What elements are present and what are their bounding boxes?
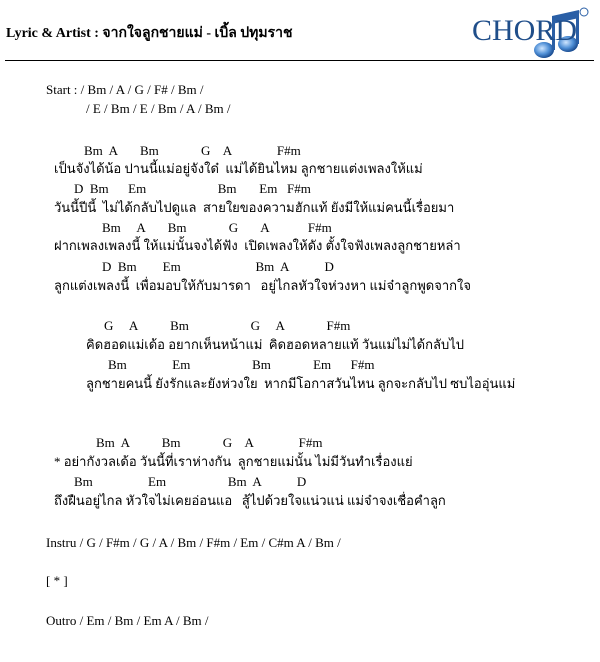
header-divider: [5, 60, 594, 61]
song-name: จากใจลูกชายแม่ - เบิ้ล ปทุมราช: [102, 26, 293, 41]
lyric-line: ถึงฝืนอยู่ไกล หัวใจไม่เคยอ่อนแอ สู้ไปด้วยใจแน่วแน่ แม่จ๋าจงเชื่อคำลูก: [54, 493, 446, 508]
lyric-line: คิดฮอดแม่เด้อ อยากเห็นหน้าแม่ คิดฮอดหลายแท้ วันแม่ไม่ได้กลับไป: [86, 337, 464, 352]
lyric-line: ลูกชายคนนี้ ยังรักและยังห่วงใย หากมีโอกาสวันไหน ลูกจะกลับไป ซบไออุ่นแม่: [86, 376, 516, 391]
outro-line: Outro / Em / Bm / Em A / Bm /: [46, 613, 209, 628]
repeat-marker: [ * ]: [46, 573, 68, 588]
chord-line: Bm A Bm G A F#m: [102, 220, 332, 235]
logo-graphic: [472, 6, 592, 64]
song-title: [6, 22, 293, 44]
logo-text: CHORD: [472, 14, 578, 47]
chord-logo: [472, 6, 592, 64]
lyric-line: * อย่ากังวลเด้อ วันนี้ที่เราห่างกัน ลูกชายแม่นั้น ไม่มีวันทำเรื่องแย่: [54, 454, 413, 469]
lyric-line: เป็นจังได้น้อ ปานนี้แม่อยู่จังใด๋ แม่ได้ยินไหม ลูกชายแต่งเพลงให้แม่: [54, 161, 423, 176]
start-line-1: Start : / Bm / A / G / F# / Bm /: [46, 82, 204, 97]
lyric-line: ลูกแต่งเพลงนี้ เพื่อมอบให้กับมารดา อยู่ไกลหัวใจห่วงหา แม่จ๋าลูกพูดจากใจ: [54, 278, 471, 293]
chord-line: Bm Em Bm A D: [74, 474, 307, 489]
chord-line: D Bm Em Bm A D: [102, 259, 334, 274]
chord-line: Bm A Bm G A F#m: [84, 143, 301, 158]
chord-line: D Bm Em Bm Em F#m: [74, 181, 311, 196]
start-line-2: / E / Bm / E / Bm / A / Bm /: [86, 101, 231, 116]
lyric-line: วันนี้ปีนี้ ไม่ได้กลับไปดูแล สายใยของความฮักแท้ ยังมีให้แม่คนนี้เรื่อยมา: [54, 200, 455, 215]
lyric-artist-label: Lyric & Artist :: [6, 26, 99, 41]
chord-line: Bm Em Bm Em F#m: [108, 357, 375, 372]
lyric-line: ฝากเพลงเพลงนี้ ให้แม่นั้นจงได้ฟัง เปิดเพลงให้ดัง ตั้งใจฟังเพลงลูกชายหล่า: [54, 238, 461, 253]
instru-line: Instru / G / F#m / G / A / Bm / F#m / Em / C#m A / Bm /: [46, 535, 341, 550]
chord-line: G A Bm G A F#m: [104, 318, 351, 333]
chord-line: Bm A Bm G A F#m: [96, 435, 323, 450]
